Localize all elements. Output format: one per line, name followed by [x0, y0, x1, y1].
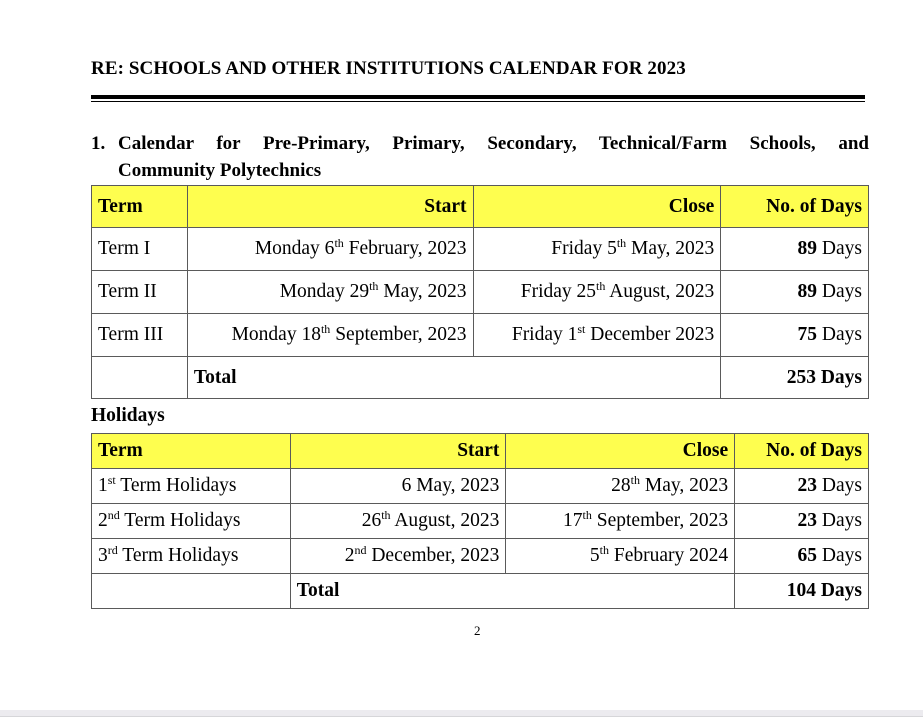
- term-name: Term III: [92, 314, 188, 357]
- total-days: 253 Days: [721, 357, 869, 399]
- terms-table-header: [92, 186, 869, 228]
- header-term: Term: [92, 186, 188, 228]
- heading-rule-thick: [91, 95, 865, 99]
- term-start: Monday 6th February, 2023: [187, 228, 473, 271]
- header-term: Term: [92, 434, 291, 469]
- holiday-close: 28th May, 2023: [506, 469, 735, 504]
- header-start: Start: [187, 186, 473, 228]
- page-number: 2: [474, 623, 481, 638]
- heading-rule-thin: [91, 101, 865, 102]
- section-number: 1.: [91, 133, 106, 154]
- holidays-total-row: [92, 574, 869, 609]
- table-row: [92, 228, 869, 271]
- holidays-label: Holidays: [91, 405, 165, 426]
- holiday-start: 6 May, 2023: [290, 469, 506, 504]
- section-title-line-1: Calendar for Pre-Primary, Primary, Secondary, Technical/Farm Schools, and: [118, 133, 869, 154]
- holiday-name: 2nd Term Holidays: [92, 504, 291, 539]
- term-days: 89 Days: [721, 228, 869, 271]
- term-name: Term I: [92, 228, 188, 271]
- terms-total-row: [92, 357, 869, 399]
- table-row: [92, 539, 869, 574]
- term-start: Monday 18th September, 2023: [187, 314, 473, 357]
- holidays-table: [91, 433, 869, 609]
- holiday-start: 26th August, 2023: [290, 504, 506, 539]
- table-row: [92, 469, 869, 504]
- term-close: Friday 5th May, 2023: [473, 228, 721, 271]
- terms-table: [91, 185, 869, 399]
- total-empty-cell: [92, 574, 291, 609]
- term-start: Monday 29th May, 2023: [187, 271, 473, 314]
- holiday-days: 65 Days: [735, 539, 869, 574]
- total-empty-cell: [92, 357, 188, 399]
- section-title-line-2: Community Polytechnics: [118, 160, 322, 181]
- term-days: 89 Days: [721, 271, 869, 314]
- total-days: 104 Days: [735, 574, 869, 609]
- term-name: Term II: [92, 271, 188, 314]
- holiday-days: 23 Days: [735, 504, 869, 539]
- term-days: 75 Days: [721, 314, 869, 357]
- term-close: Friday 25th August, 2023: [473, 271, 721, 314]
- header-close: Close: [506, 434, 735, 469]
- total-label: Total: [187, 357, 720, 399]
- total-label: Total: [290, 574, 734, 609]
- table-row: [92, 314, 869, 357]
- table-row: [92, 504, 869, 539]
- holiday-close: 5th February 2024: [506, 539, 735, 574]
- header-days: No. of Days: [721, 186, 869, 228]
- table-row: [92, 271, 869, 314]
- header-days: No. of Days: [735, 434, 869, 469]
- header-close: Close: [473, 186, 721, 228]
- holidays-table-header: [92, 434, 869, 469]
- holiday-close: 17th September, 2023: [506, 504, 735, 539]
- header-start: Start: [290, 434, 506, 469]
- letter-heading: RE: SCHOOLS AND OTHER INSTITUTIONS CALENDAR FOR 2023: [91, 58, 686, 79]
- next-page-edge: [0, 716, 923, 727]
- holiday-days: 23 Days: [735, 469, 869, 504]
- term-close: Friday 1st December 2023: [473, 314, 721, 357]
- holiday-name: 3rd Term Holidays: [92, 539, 291, 574]
- holiday-name: 1st Term Holidays: [92, 469, 291, 504]
- holiday-start: 2nd December, 2023: [290, 539, 506, 574]
